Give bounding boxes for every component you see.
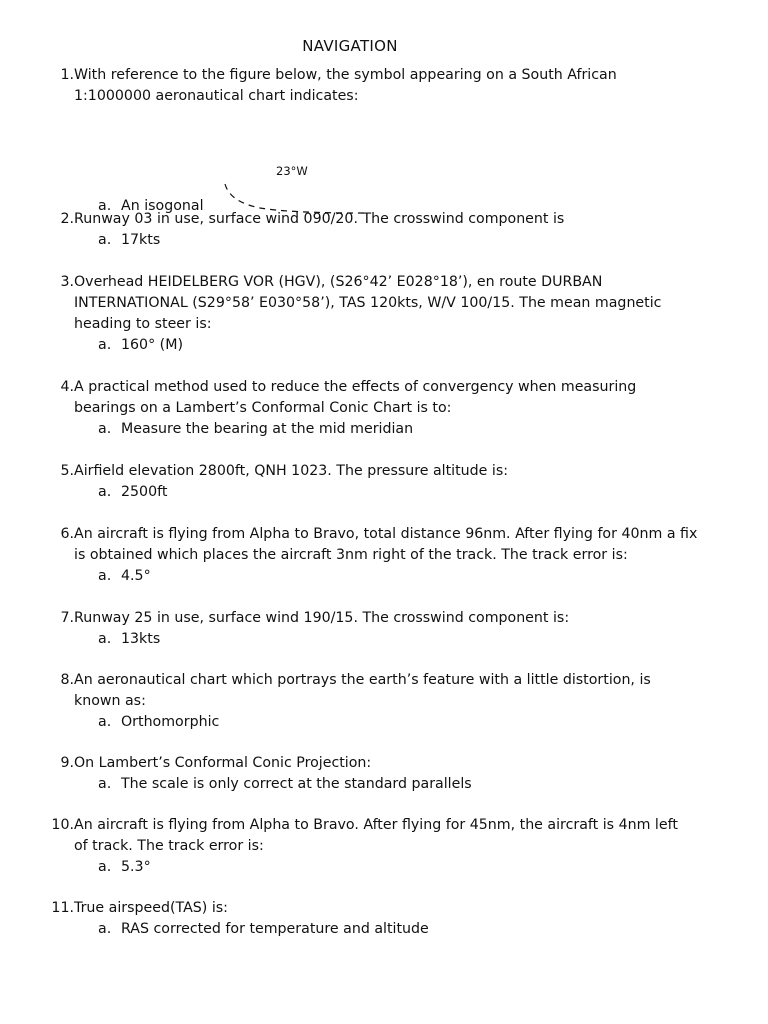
answer-11: [98, 919, 728, 940]
answer-4: [98, 419, 728, 440]
question-number: 8.: [60, 672, 74, 688]
answer-letter: a.: [98, 421, 112, 437]
question-text: An aircraft is flying from Alpha to Bravo, total distance 96nm. After flying for 40nm a fix is obtained which places the aircraft 3nm right of the track. The track error is:: [74, 526, 698, 563]
answer-letter: a.: [98, 859, 112, 875]
question-text: With reference to the figure below, the symbol appearing on a South African 1:1000000 aeronautical chart indicates:: [74, 67, 617, 104]
question-text: An aircraft is flying from Alpha to Bravo. After flying for 45nm, the aircraft is 4nm left of track. The track error is:: [74, 817, 678, 854]
page-title: NAVIGATION: [302, 37, 398, 55]
answer-letter: a.: [98, 198, 112, 214]
answer-text: 4.5°: [121, 568, 151, 584]
question-4: [48, 377, 728, 419]
question-5: [48, 461, 728, 482]
answer-5: [98, 482, 728, 503]
answer-2: [98, 230, 728, 251]
answer-text: 160° (M): [121, 337, 183, 353]
answer-7: [98, 629, 728, 650]
answer-text: 17kts: [121, 232, 161, 248]
answer-letter: a.: [98, 631, 112, 647]
question-text: On Lambert’s Conformal Conic Projection:: [74, 755, 372, 771]
answer-letter: a.: [98, 776, 112, 792]
question-number: 6.: [60, 526, 74, 542]
answer-text: 2500ft: [121, 484, 168, 500]
answer-text: An isogonal: [121, 198, 204, 214]
question-10: [48, 815, 728, 857]
question-3: [48, 272, 728, 335]
isogonal-label: 23°W: [276, 164, 308, 178]
answer-text: 13kts: [121, 631, 161, 647]
question-11: [48, 898, 728, 919]
answer-8: [98, 712, 728, 733]
question-text: Runway 25 in use, surface wind 190/15. The crosswind component is:: [74, 610, 570, 626]
answer-9: [98, 774, 728, 795]
question-text: Airfield elevation 2800ft, QNH 1023. The pressure altitude is:: [74, 463, 509, 479]
question-number: 1.: [60, 67, 74, 83]
question-text: True airspeed(TAS) is:: [74, 900, 228, 916]
question-7: [48, 608, 728, 629]
question-2: [48, 209, 728, 230]
answer-6: [98, 566, 728, 587]
answer-letter: a.: [98, 714, 112, 730]
answer-text: The scale is only correct at the standard parallels: [121, 776, 472, 792]
answer-letter: a.: [98, 568, 112, 584]
question-text: Overhead HEIDELBERG VOR (HGV), (S26°42’ E028°18’), en route DURBAN INTERNATIONAL (S29°58’ E030°58’), TAS 120kts, W/V 100/15. The mean magnetic heading to steer is:: [74, 274, 662, 332]
answer-10: [98, 857, 728, 878]
answer-3: [98, 335, 728, 356]
question-number: 7.: [60, 610, 74, 626]
answer-text: RAS corrected for temperature and altitude: [121, 921, 429, 937]
answer-letter: a.: [98, 337, 112, 353]
question-number: 10.: [51, 817, 74, 833]
question-text: A practical method used to reduce the effects of convergency when measuring bearings on a Lambert’s Conformal Conic Chart is to:: [74, 379, 637, 416]
question-8: [48, 670, 728, 712]
question-1: [48, 65, 728, 107]
question-6: [48, 524, 728, 566]
question-number: 9.: [60, 755, 74, 771]
question-list: [48, 64, 728, 940]
question-text: Runway 03 in use, surface wind 090/20. The crosswind component is: [74, 211, 565, 227]
question-number: 4.: [60, 379, 74, 395]
question-text: An aeronautical chart which portrays the earth’s feature with a little distortion, is known as:: [74, 672, 651, 709]
question-number: 11.: [51, 900, 74, 916]
answer-text: Orthomorphic: [121, 714, 220, 730]
question-number: 5.: [60, 463, 74, 479]
answer-text: 5.3°: [121, 859, 151, 875]
answer-letter: a.: [98, 232, 112, 248]
answer-letter: a.: [98, 484, 112, 500]
question-number: 2.: [60, 211, 74, 227]
answer-letter: a.: [98, 921, 112, 937]
answer-text: Measure the bearing at the mid meridian: [121, 421, 414, 437]
question-number: 3.: [60, 274, 74, 290]
question-9: [48, 753, 728, 774]
